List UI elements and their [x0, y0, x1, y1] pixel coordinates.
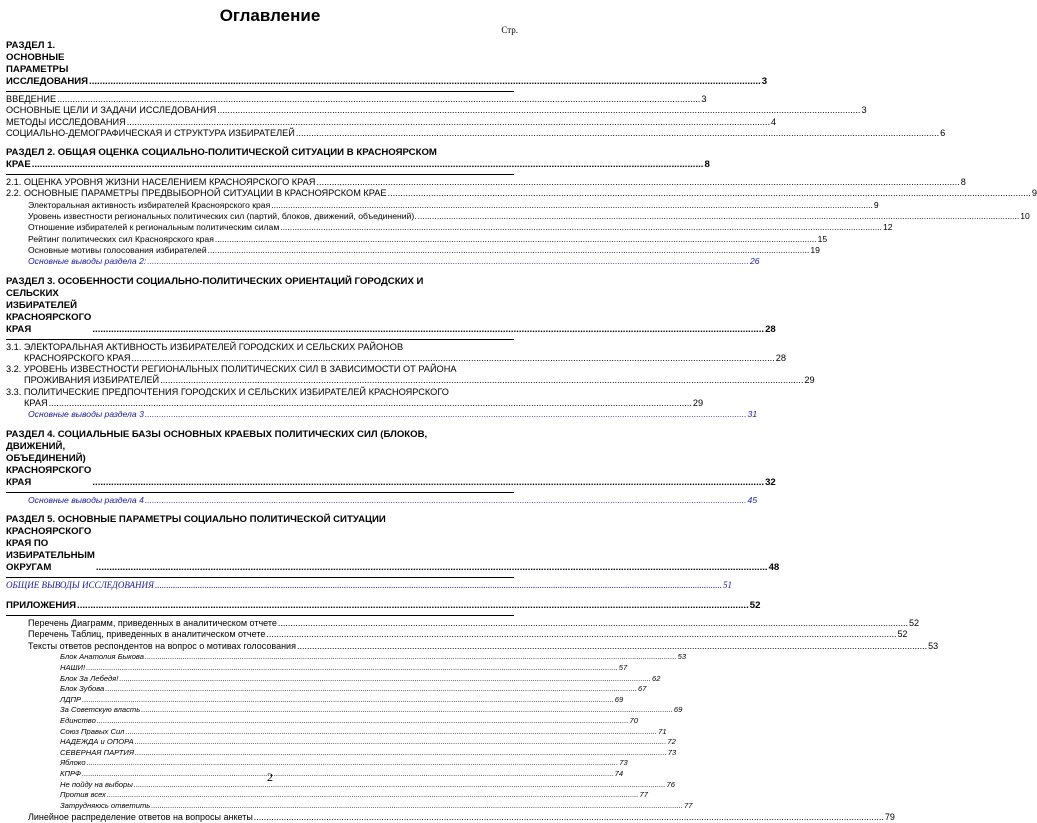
toc-page-number: 73 — [667, 747, 677, 757]
section-2-subitem[interactable] — [6, 199, 879, 211]
dot-leader — [97, 716, 629, 727]
section-2-item[interactable] — [6, 188, 1037, 199]
dot-leader — [160, 375, 803, 386]
toc-entry-line1: 3.1. ЭЛЕКТОРАЛЬНАЯ АКТИВНОСТЬ ИЗБИРАТЕЛЕЙ ГОРОДСКИХ И СЕЛЬСКИХ РАЙОНОВ — [6, 341, 404, 352]
dot-leader — [280, 222, 882, 233]
dot-leader — [96, 562, 768, 574]
dot-leader — [92, 477, 764, 489]
toc-entry-line1: РАЗДЕЛ 5. ОСНОВНЫЕ ПАРАМЕТРЫ СОЦИАЛЬНО ПОЛИТИЧЕСКОЙ СИТУАЦИИ — [6, 513, 386, 525]
section-2-conclusion[interactable] — [6, 256, 760, 267]
dot-leader — [141, 705, 673, 716]
section-3-item[interactable] — [6, 364, 815, 387]
toc-page-number: 29 — [804, 375, 815, 386]
toc-page-number: 62 — [652, 673, 661, 683]
toc-entry-text: ПРИЛОЖЕНИЯ — [6, 599, 77, 611]
dot-leader — [278, 618, 908, 630]
appendix-subitem[interactable] — [6, 673, 661, 685]
toc-entry-line2[interactable] — [6, 287, 776, 336]
toc-page-number: 9 — [1031, 188, 1037, 199]
section-4-conclusion[interactable] — [6, 494, 758, 506]
appendix-subitem[interactable] — [6, 726, 667, 738]
toc-page-number: 48 — [768, 561, 780, 573]
toc-entry-text: КРАСНОЯРСКОГО КРАЯ ПО ИЗБИРАТЕЛЬНЫМ ОКРУГАМ — [6, 525, 95, 573]
appendix-subitem[interactable] — [6, 684, 647, 695]
toc-page-number: 57 — [618, 663, 628, 673]
toc-entry-text: Перечень Диаграмм, приведенных в аналитическом отчете — [28, 617, 277, 628]
toc-entry-text: Рейтинг политических сил Красноярского края — [28, 233, 214, 244]
section-2-subitem[interactable] — [6, 222, 893, 233]
section-3-item[interactable] — [6, 386, 704, 410]
dot-leader — [135, 737, 667, 748]
section-3-items — [6, 341, 815, 421]
toc-page-number: 19 — [810, 244, 820, 255]
dot-leader — [208, 245, 810, 256]
toc-page-number: 3 — [701, 94, 707, 104]
section-3-item[interactable] — [6, 341, 786, 365]
toc-entry-text: ОСНОВНЫЕ ЦЕЛИ И ЗАДАЧИ ИССЛЕДОВАНИЯ — [6, 105, 217, 116]
section-2-subitem[interactable] — [6, 244, 820, 256]
toc-entry-text: КРАСНОЯРСКОГО КРАЯ — [24, 352, 131, 363]
appendix-items — [6, 617, 939, 823]
toc-entry-line1: 3.3. ПОЛИТИЧЕСКИЕ ПРЕДПОЧТЕНИЯ ГОРОДСКИХ И СЕЛЬСКИХ ИЗБИРАТЕЛЕЙ КРАСНОЯРСКОГО — [6, 386, 449, 397]
toc-entry-text: НАШИ! — [60, 663, 86, 673]
toc-entry-line1: РАЗДЕЛ 2. ОБЩАЯ ОЦЕНКА СОЦИАЛЬНО-ПОЛИТИЧЕСКОЙ СИТУАЦИИ В КРАСНОЯРСКОМ — [6, 147, 437, 159]
appendix-heading[interactable] — [6, 599, 761, 616]
appendix-subitem[interactable] — [6, 652, 687, 663]
dot-leader — [82, 695, 614, 706]
dot-leader — [131, 353, 774, 364]
toc-page-number: 69 — [614, 694, 624, 704]
dot-leader — [254, 811, 884, 823]
toc-page-number: 45 — [747, 494, 758, 505]
toc-entry-text: Основные выводы раздела 4 — [28, 494, 144, 505]
toc-page-number: 52 — [749, 599, 761, 611]
toc-entry-text: Основные выводы раздела 2: — [28, 256, 147, 267]
appendix-last-item[interactable] — [6, 811, 895, 823]
dot-leader — [147, 256, 749, 267]
toc-entry-line2[interactable] — [6, 375, 815, 386]
dot-leader — [49, 398, 692, 409]
toc-entry-line2[interactable] — [6, 159, 710, 171]
toc-page-number: 53 — [928, 640, 939, 651]
appendix-subitem[interactable] — [6, 758, 628, 769]
toc-entry-text: 2.1. ОЦЕНКА УРОВНЯ ЖИЗНИ НАСЕЛЕНИЕМ КРАСНОЯРСКОГО КРАЯ — [6, 177, 316, 188]
toc-page-number: 15 — [817, 233, 828, 244]
toc-page-number: 69 — [673, 705, 683, 715]
toc-entry-text: Перечень Таблиц, приведенных в аналитическом отчете — [28, 629, 266, 640]
toc-entry-text: ДВИЖЕНИЙ, ОБЪЕДИНЕНИЙ) КРАСНОЯРСКОГО КРАЯ — [6, 440, 92, 488]
toc-entry-text: Электоральная активность избирателей Красноярского края — [28, 199, 271, 210]
toc-entry-text: Единство — [60, 716, 96, 725]
dot-leader — [89, 76, 761, 88]
toc-page-number: 28 — [775, 352, 786, 363]
dot-leader — [215, 234, 817, 245]
dot-leader — [125, 727, 657, 738]
dot-leader — [155, 580, 722, 591]
dot-leader — [217, 105, 860, 116]
section-1-item[interactable] — [6, 116, 777, 128]
toc-page-number: 31 — [747, 409, 758, 420]
section-2-subitem[interactable] — [6, 233, 828, 245]
dot-leader — [145, 409, 747, 420]
toc-page-number: 74 — [614, 768, 624, 778]
page-column-label: Стр. — [501, 25, 518, 35]
appendix-subitem[interactable] — [6, 705, 683, 716]
toc-page-number: 72 — [667, 737, 676, 747]
toc-entry-text: СОЦИАЛЬНО-ДЕМОГРАФИЧЕСКАЯ И СТРУКТУРА ИЗБИРАТЕЛЕЙ — [6, 127, 295, 138]
dot-leader — [388, 188, 1031, 199]
toc-page-number: 26 — [749, 256, 760, 267]
toc-entry-text: МЕТОДЫ ИССЛЕДОВАНИЯ — [6, 116, 126, 127]
toc-entry-text: ВВЕДЕНИЕ — [6, 94, 57, 104]
appendix-item[interactable] — [6, 640, 939, 653]
toc-page-number: 67 — [637, 684, 647, 694]
general-conclusions[interactable] — [6, 579, 732, 591]
toc-page-number: 3 — [761, 76, 768, 87]
dot-leader — [86, 663, 618, 674]
toc-page-number: 70 — [629, 716, 638, 725]
toc-entry-text: Блок Зубова — [60, 684, 105, 694]
toc-entry-text: СЕВЕРНАЯ ПАРТИЯ — [60, 747, 135, 757]
toc-page-number: 53 — [677, 652, 687, 662]
toc-page-number: 76 — [666, 779, 675, 789]
toc-entry-line2[interactable] — [6, 440, 776, 489]
toc-page-number: 77 — [683, 800, 693, 810]
dot-leader — [418, 211, 1020, 222]
toc-entry-text: ЛДПР — [60, 694, 82, 704]
toc-page-number: 4 — [771, 116, 777, 127]
section-4-heading[interactable] — [6, 428, 776, 493]
toc-page-number: 32 — [765, 476, 776, 488]
appendix-subitem[interactable] — [6, 790, 648, 801]
toc-page-number: 73 — [619, 758, 628, 768]
section-2-item[interactable] — [6, 177, 966, 188]
toc-entry-line2[interactable] — [6, 398, 704, 409]
section-3-heading[interactable] — [6, 275, 776, 340]
dot-leader — [105, 684, 637, 695]
toc-entry-text: Основные выводы раздела 3 — [28, 409, 144, 420]
toc-page-number: 9 — [873, 199, 879, 210]
appendix-item[interactable] — [6, 629, 908, 641]
appendix-subitem[interactable] — [6, 663, 628, 674]
appendix-subitems — [6, 652, 693, 811]
page-title: Оглавление — [219, 6, 321, 25]
toc-entry-text: Союз Правых Сил — [60, 726, 125, 736]
toc-entry-line2[interactable] — [6, 525, 780, 574]
toc-entry-text: Основные мотивы голосования избирателей — [28, 244, 207, 255]
dot-leader — [32, 159, 704, 171]
section-2-subitem[interactable] — [6, 211, 1030, 222]
table-of-contents — [6, 38, 1037, 823]
toc-entry-line1: РАЗДЕЛ 4. СОЦИАЛЬНЫЕ БАЗЫ ОСНОВНЫХ КРАЕВЫХ ПОЛИТИЧЕСКИХ СИЛ (БЛОКОВ, — [6, 428, 428, 440]
toc-entry-line2[interactable] — [6, 352, 786, 364]
toc-entry-text: ПРОЖИВАНИЯ ИЗБИРАТЕЛЕЙ — [24, 375, 160, 386]
toc-page-number: 28 — [765, 323, 776, 335]
toc-page-number: 52 — [897, 629, 908, 640]
section-1-heading[interactable] — [6, 40, 768, 92]
toc-entry-text: Линейное распределение ответов на вопросы анкеты — [28, 812, 253, 823]
section-5-heading[interactable] — [6, 513, 780, 578]
toc-page-number: 51 — [722, 579, 732, 590]
toc-entry-text: КРАЯ — [24, 398, 48, 409]
dot-leader — [145, 652, 677, 663]
appendix-subitem[interactable] — [6, 747, 677, 759]
dot-leader — [316, 177, 959, 188]
toc-entry-text: Блок Анатолия Быкова — [60, 652, 144, 662]
toc-entry-line1: РАЗДЕЛ 3. ОСОБЕННОСТИ СОЦИАЛЬНО-ПОЛИТИЧЕСКИХ ОРИЕНТАЦИЙ ГОРОДСКИХ И — [6, 275, 424, 287]
dot-leader — [92, 324, 764, 336]
section-2-subitems — [6, 199, 1030, 256]
section-2-items — [6, 177, 1037, 267]
toc-entry-text: Уровень известности региональных политических сил (партий, блоков, движений, объединений). — [28, 211, 417, 222]
toc-entry-text: КПРФ — [60, 768, 81, 778]
toc-entry-text: Отношение избирателей к региональным политическим силам — [28, 222, 280, 233]
toc-entry-text: Блок За Лебедя! — [60, 673, 119, 683]
section-1-item[interactable] — [6, 105, 867, 116]
appendix-subitem[interactable] — [6, 737, 676, 748]
appendix-subitem[interactable] — [6, 694, 624, 706]
toc-entry-text: КРАЕ — [6, 159, 31, 171]
toc-entry-text: Тексты ответов респондентов на вопрос о мотивах голосования — [28, 640, 296, 651]
dot-leader — [145, 495, 747, 506]
section-2-heading[interactable] — [6, 147, 710, 175]
toc-page-number: 3 — [861, 105, 867, 116]
toc-page-number: 8 — [960, 177, 966, 188]
dot-leader — [266, 629, 896, 641]
toc-page-number: 79 — [884, 812, 895, 823]
toc-entry-text: НАДЕЖДА и ОПОРА — [60, 737, 134, 747]
toc-entry-text: За Советскую власть — [60, 705, 141, 715]
toc-entry-text: Затрудняюсь ответить — [60, 800, 151, 810]
toc-entry-text: Против всех — [60, 790, 106, 800]
toc-page-number: 71 — [658, 726, 667, 736]
dot-leader — [57, 94, 700, 105]
toc-page-number: 77 — [639, 790, 648, 800]
dot-leader — [271, 200, 873, 211]
toc-page-number: 12 — [882, 222, 893, 233]
section-3-conclusion[interactable] — [6, 409, 758, 420]
section-1-item[interactable] — [6, 127, 946, 139]
toc-page-number: 8 — [704, 159, 710, 171]
page-number: 2 — [267, 770, 273, 784]
appendix-subitem[interactable] — [6, 716, 638, 727]
appendix-item[interactable] — [6, 617, 920, 630]
dot-leader — [119, 674, 651, 685]
section-4-items — [6, 494, 758, 506]
toc-entry-text: СЕЛЬСКИХ ИЗБИРАТЕЛЕЙ КРАСНОЯРСКОГО КРАЯ — [6, 287, 92, 335]
toc-entry-text: Не пойду на выборы — [60, 779, 133, 789]
section-1-items — [6, 94, 946, 139]
toc-page-number: 6 — [940, 127, 946, 138]
section-1-item[interactable] — [6, 94, 707, 105]
dot-leader — [135, 748, 667, 759]
toc-entry-text: ОБЩИЕ ВЫВОДЫ ИССЛЕДОВАНИЯ — [6, 579, 154, 590]
toc-entry-text: 2.2. ОСНОВНЫЕ ПАРАМЕТРЫ ПРЕДВЫБОРНОЙ СИТУАЦИИ В КРАСНОЯРСКОМ КРАЕ — [6, 188, 387, 199]
dot-leader — [127, 117, 770, 128]
toc-entry-text: Яблоко — [60, 758, 86, 768]
toc-page-number: 29 — [692, 398, 704, 409]
toc-page-number: 10 — [1020, 211, 1030, 222]
dot-leader — [297, 641, 927, 653]
dot-leader — [151, 801, 683, 812]
toc-entry-line1: 3.2. УРОВЕНЬ ИЗВЕСТНОСТИ РЕГИОНАЛЬНЫХ ПОЛИТИЧЕСКИХ СИЛ В ЗАВИСИМОСТИ ОТ РАЙОНА — [6, 364, 457, 375]
toc-page-number: 52 — [909, 617, 920, 628]
dot-leader — [107, 790, 639, 801]
dot-leader — [87, 758, 619, 769]
appendix-subitem[interactable] — [6, 800, 693, 812]
toc-entry-text: РАЗДЕЛ 1. ОСНОВНЫЕ ПАРАМЕТРЫ ИССЛЕДОВАНИЯ — [6, 40, 89, 87]
dot-leader — [77, 600, 749, 612]
dot-leader — [296, 128, 939, 139]
